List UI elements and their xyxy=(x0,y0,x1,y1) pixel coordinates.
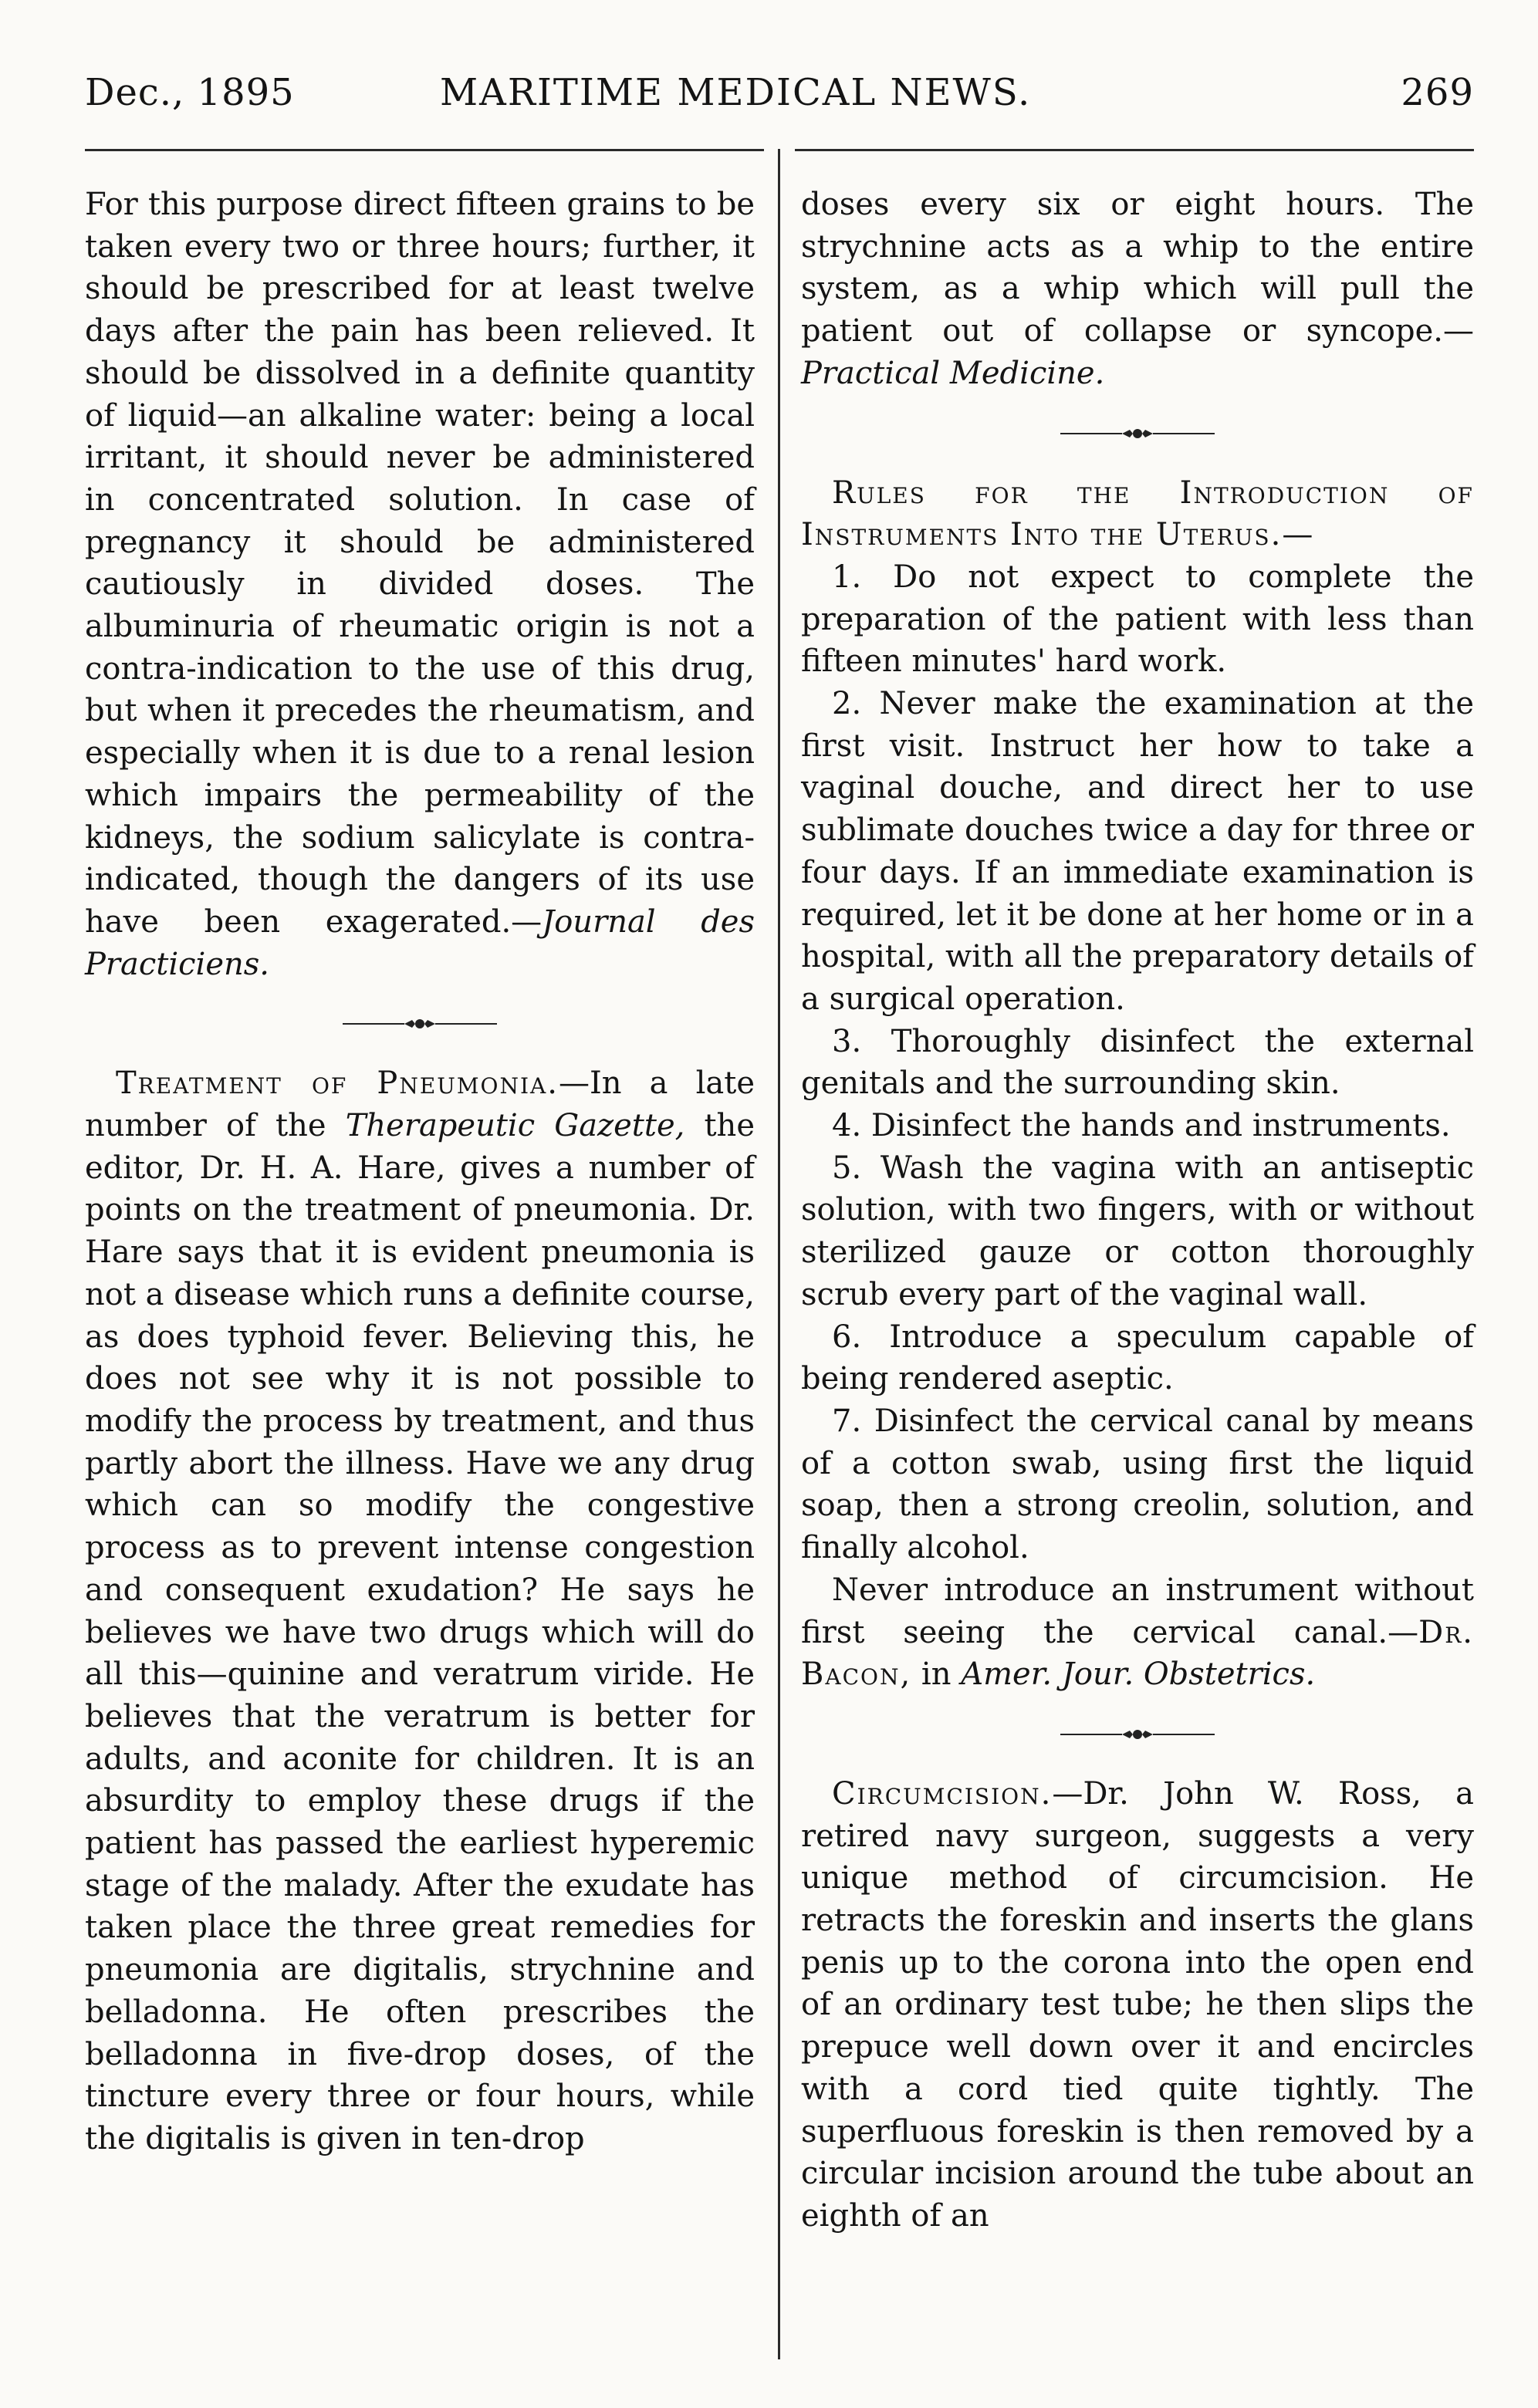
issue-date: Dec., 1895 xyxy=(85,71,295,114)
rule-item-4: 4. Disinfect the hands and instruments. xyxy=(832,1108,1451,1144)
section-ornament xyxy=(801,1696,1474,1773)
column-divider xyxy=(778,149,780,2359)
rules-heading-dash: — xyxy=(1282,517,1313,553)
salicylate-source: Journal des Practiciens. xyxy=(85,903,755,982)
rule-item-5: 5. Wash the vagina with an antiseptic solution, with two fingers, with or without sterilized gauze or cotton thoroughly scrub every part of the vaginal wall. xyxy=(801,1150,1474,1312)
pneumonia-heading: Treatment of Pneumonia. xyxy=(116,1066,559,1102)
header-rule-right xyxy=(795,149,1474,151)
ornament-rule-icon xyxy=(1060,426,1215,441)
rules-closing-text: Never introduce an instrument without first seeing the cervical canal.— xyxy=(801,1572,1474,1650)
salicylate-text: For this purpose direct fifteen grains to be taken every two or three hours; further, it should be prescribed for at least twelve days after the pain has been relieved. It should be dissolved in a definite quantity of liquid—an alkaline water: being a local irritant, it should never be administered in concentrated solution. In case of pregnancy it should be administered cautiously in divided doses. The albuminuria of rheumatic origin is not a contra-indication to the use of this drug, but when it precedes the rheumatism, and especially when it is due to a renal lesion which impairs the permeability of the kidneys, the sodium salicylate is contra-indicated, though the dangers of its use have been exagerated.— xyxy=(85,187,755,940)
pneumonia-journal: Therapeutic Gazette, xyxy=(345,1108,685,1144)
continued-source: Practical Medicine. xyxy=(801,355,1105,391)
ornament-rule-icon xyxy=(343,1016,497,1032)
rules-closing-in: in xyxy=(911,1657,962,1693)
section-ornament xyxy=(801,395,1474,472)
rule-item-1: 1. Do not expect to complete the preparation of the patient with less than fifteen minutes' hard work. xyxy=(801,559,1474,680)
pneumonia-text-a: —In a late number of the xyxy=(85,1066,755,1144)
rule-item-3: 3. Thoroughly disinfect the external genitals and the surrounding skin. xyxy=(801,1023,1474,1102)
rule-item-2: 2. Never make the examination at the first visit. Instruct her how to take a vaginal douche, and direct her to use sublimate douches twice a day for three or four days. If an immediate examination is required, let it be done at her home or in a hospital, with all the preparatory details of a surgical operation. xyxy=(801,686,1474,1017)
rule-item-7: 7. Disinfect the cervical canal by means of a cotton swab, using first the liquid soap, then a strong creolin, solution, and finally alcohol. xyxy=(801,1403,1474,1566)
running-header xyxy=(85,71,1474,125)
salicylate-paragraph xyxy=(85,184,755,985)
pneumonia-paragraph xyxy=(85,1062,755,2160)
rule-item-6: 6. Introduce a speculum capable of being rendered aseptic. xyxy=(801,1319,1474,1397)
rules-heading: Rules for the Introduction of Instruments Into the Uterus. xyxy=(801,475,1474,553)
journal-title: MARITIME MEDICAL NEWS. xyxy=(440,71,1032,114)
page-number: 269 xyxy=(1401,71,1474,114)
circumcision-text: —Dr. John W. Ross, a retired navy surgeon, suggests a very unique method of circumcision. He retracts the foreskin and inserts the glans penis up to the corona into the open end of an ordinary test tube; he then slips the prepuce well down over it and encircles with a cord tied quite tightly. The superfluous foreskin is then removed by a circular incision around the tube about an eighth of an xyxy=(801,1775,1474,2234)
rules-heading-paragraph xyxy=(801,472,1474,556)
circumcision-heading: Circumcision. xyxy=(832,1775,1053,1812)
rules-closing-paragraph xyxy=(801,1569,1474,1696)
left-column xyxy=(85,184,755,2160)
circumcision-paragraph xyxy=(801,1773,1474,2237)
continued-text: doses every six or eight hours. The strychnine acts as a whip to the entire system, as a whip which will pull the patient out of collapse or syncope.— xyxy=(801,187,1474,350)
header-rule-left xyxy=(85,149,764,151)
rules-closing-journal: Amer. Jour. Obstetrics. xyxy=(961,1657,1316,1693)
rules-closing-author: Dr. Bacon, xyxy=(801,1614,1474,1693)
continued-paragraph xyxy=(801,184,1474,395)
pneumonia-text-b: the editor, Dr. H. A. Hare, gives a number of points on the treatment of pneumonia. Dr. Hare says that it is evident pneumonia is not a disease which runs a definite course, as does typhoid fever. Believing this, he does not see why it is not possible to modify the process by treatment, and thus partly abort the illness. Have we any drug which can so modify the congestive process as to prevent intense congestion and consequent exudation? He says he believes we have two drugs which will do all this—quinine and veratrum viride. He believes that the veratrum is better for adults, and aconite for children. It is an absurdity to employ these drugs if the patient has passed the earliest hyperemic stage of the malady. After the exudate has taken place the three great remedies for pneumonia are digitalis, strychnine and belladonna. He often prescribes the belladonna in five-drop doses, of the tincture every three or four hours, while the digitalis is given in ten-drop xyxy=(85,1108,755,2156)
right-column xyxy=(801,184,1474,2237)
ornament-rule-icon xyxy=(1060,1727,1215,1742)
section-ornament xyxy=(85,985,755,1062)
